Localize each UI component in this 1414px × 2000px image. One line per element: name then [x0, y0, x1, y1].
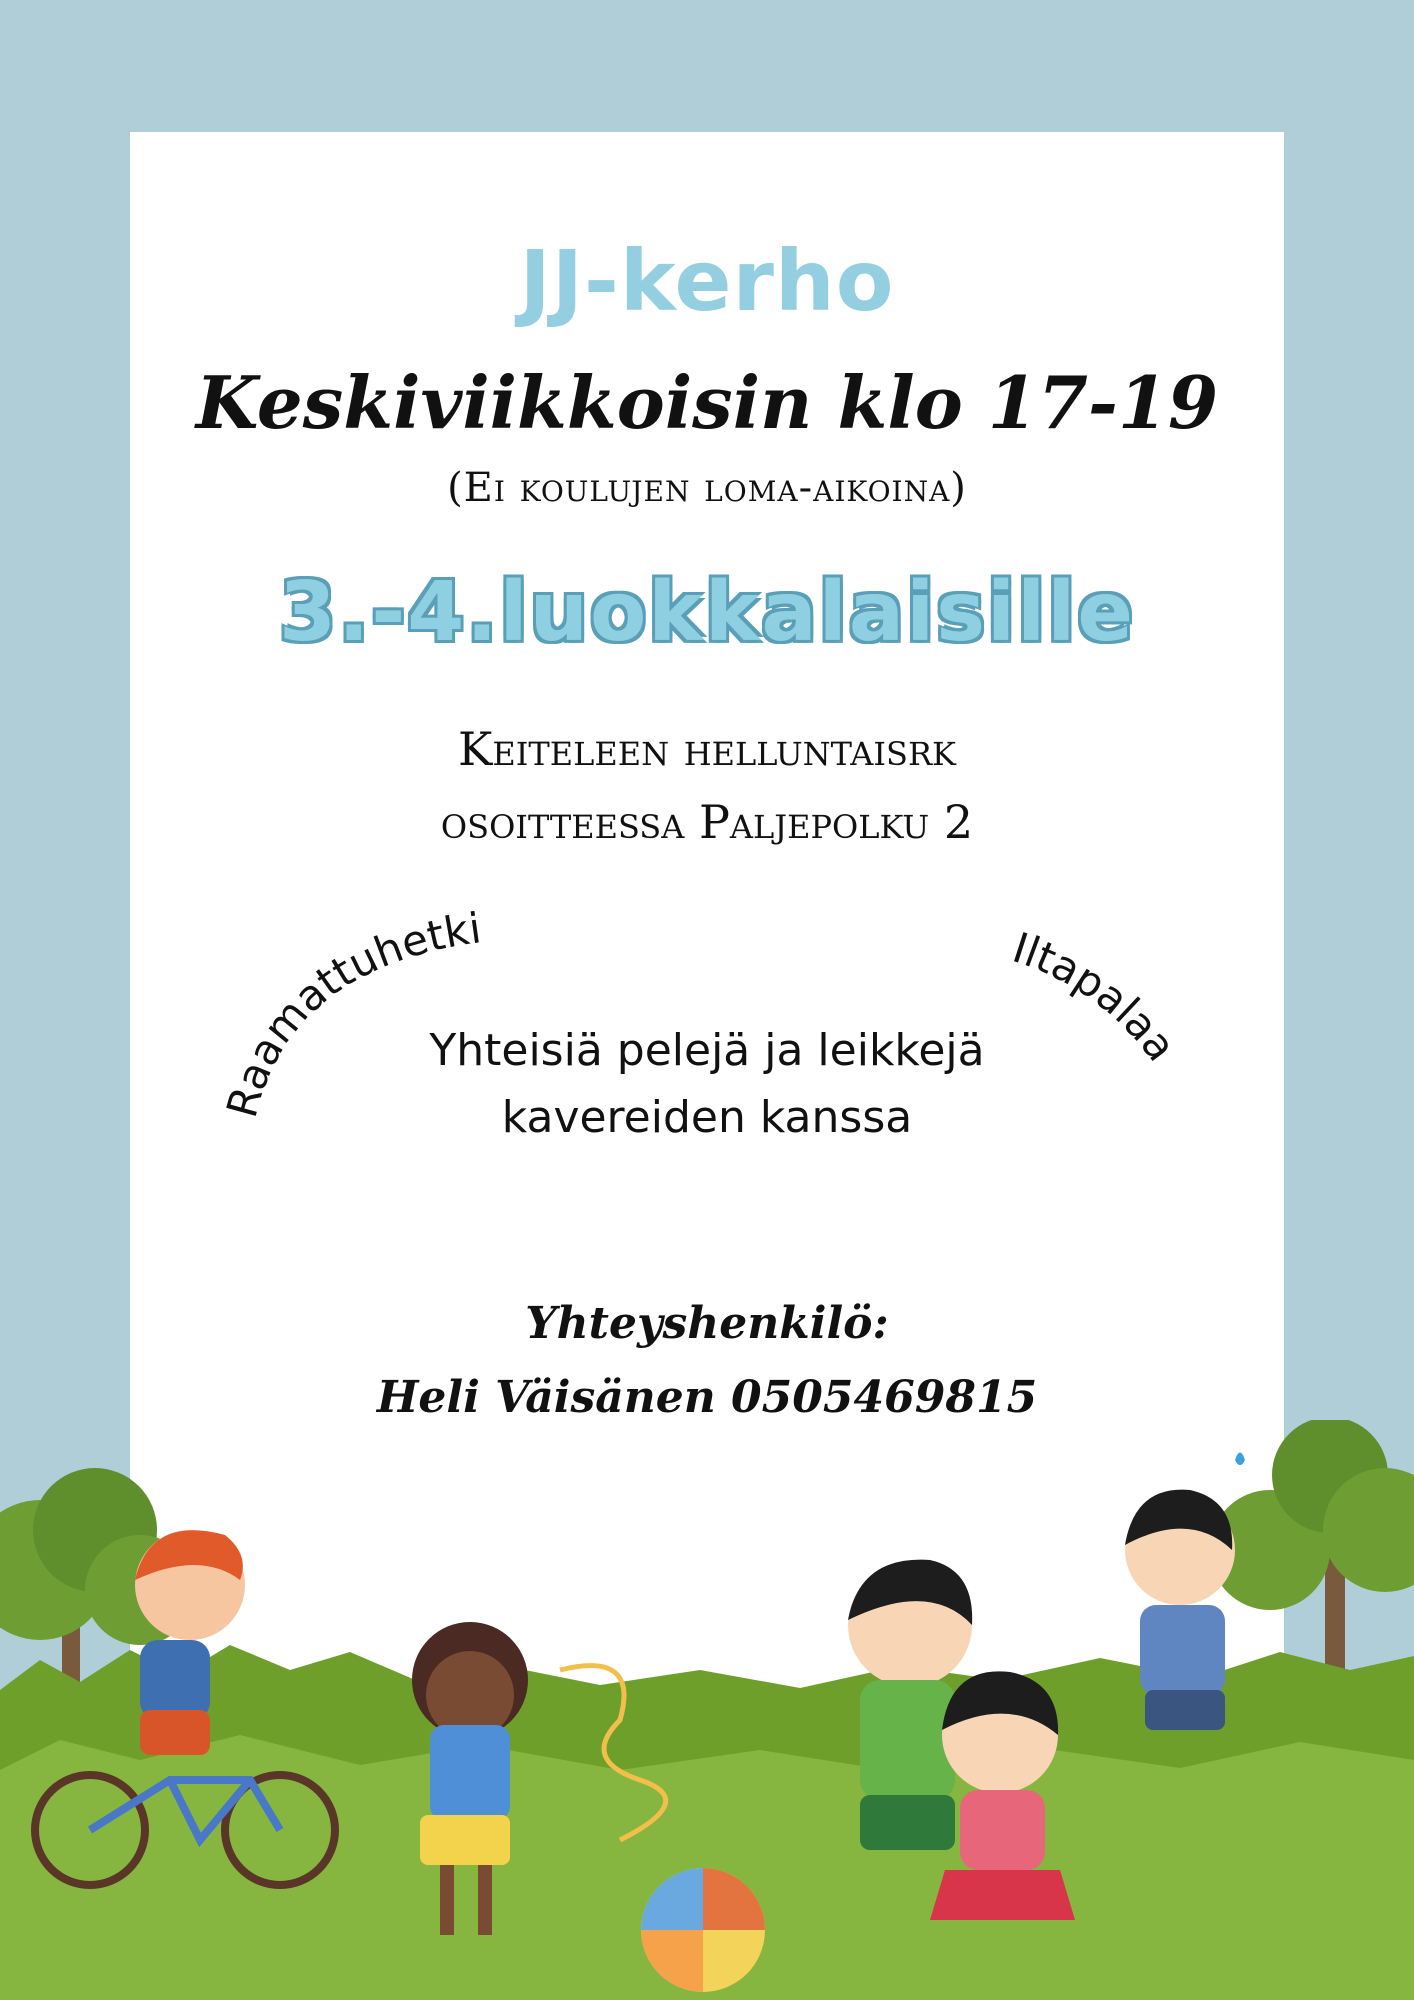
place-line-2: osoitteessa Paljepolku 2: [440, 795, 974, 849]
place-line-1: Keiteleen helluntaisrk: [458, 722, 956, 776]
activity-center-line-1: Yhteisiä pelejä ja leikkejä: [429, 1025, 985, 1076]
holiday-note: (Ei koulujen loma-aikoina): [447, 465, 967, 511]
activity-center-line-2: kavereiden kanssa: [501, 1092, 913, 1143]
schedule-text: Keskiviikkoisin klo 17-19: [195, 360, 1219, 445]
beach-ball-icon: [641, 1868, 765, 1992]
grades-text: 3.-4.luokkalaisille: [279, 565, 1135, 660]
children-playing-illustration: [0, 1420, 1414, 2000]
contact-info: Heli Väisänen 0505469815: [376, 1372, 1038, 1423]
activity-right: Iltapalaa: [1007, 922, 1186, 1071]
poster-title: JJ-kerho: [519, 232, 895, 330]
activity-left: Raamattuhetki: [217, 903, 485, 1123]
contact-label: Yhteyshenkilö:: [525, 1298, 889, 1349]
